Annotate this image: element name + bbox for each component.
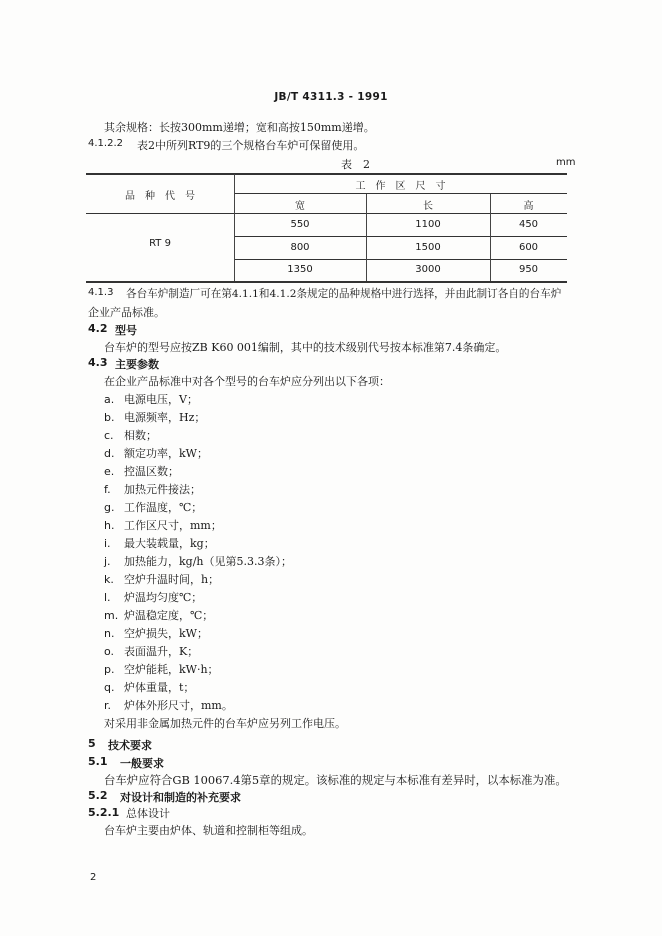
table-row-rule-1 [234,236,567,237]
list-item: b. 电源频率，Hz； [104,411,206,424]
list-item: c. 相数； [104,429,157,442]
section-4-3-title: 主要参数 [115,358,159,371]
table-cell-height: 450 [518,219,539,230]
table-top-rule [86,173,567,175]
list-item: a. 电源电压，V； [104,393,198,406]
table-cell-width: 550 [290,219,310,230]
section-4-1-3-line-2: 企业产品标准。 [88,306,165,319]
document-header: JB/T 4311.3 - 1991 [274,91,388,103]
table-header-length: 长 [423,201,433,212]
table-cell-length: 1500 [415,242,441,253]
section-4-2-number: 4.2 [88,322,108,335]
list-item: q. 炉体重量，t； [104,681,195,694]
section-5-number: 5 [88,737,96,750]
list-item: e. 控温区数； [104,465,179,478]
page-number: 2 [90,872,97,883]
list-item: o. 表面温升，K； [104,645,199,658]
list-item: d. 额定功率，kW； [104,447,208,460]
table-product-code: RT 9 [149,238,171,249]
table-cell-width: 1350 [287,264,313,275]
table-header-height: 高 [523,201,534,212]
section-4-1-2-2-number: 4.1.2.2 [88,138,123,149]
list-item: m. 炉温稳定度，℃； [104,609,214,622]
list-item: j. 加热能力，kg/h（见第5.3.3条）； [104,555,292,568]
table-bottom-rule [86,281,567,283]
section-5-2-title: 对设计和制造的补充要求 [120,791,241,804]
section-5-1-title: 一般要求 [120,757,164,770]
section-5-2-1-number: 5.2.1 [88,806,120,819]
table-unit: mm [556,157,576,168]
table-cell-width: 800 [290,242,310,253]
section-4-1-2-2-text: 表2中所列RT9的三个规格台车炉可保留使用。 [137,139,365,152]
section-5-2-number: 5.2 [88,789,108,802]
section-4-3-intro: 在企业产品标准中对各个型号的台车炉应分列出以下各项： [104,375,390,388]
section-5-title: 技术要求 [108,739,152,752]
section-4-2-title: 型号 [115,324,137,337]
list-item: k. 空炉升温时间，h； [104,573,220,586]
list-item: p. 空炉能耗，kW·h； [104,663,219,676]
table-header-width: 宽 [295,201,305,212]
table-cell-height: 600 [518,242,539,253]
section-5-2-1-title: 总体设计 [126,807,170,820]
section-4-2-text: 台车炉的型号应按ZB K60 001编制，其中的技术级别代号按本标准第7.4条确定。 [104,341,507,354]
table-cell-length: 3000 [415,264,441,275]
section-4-3-number: 4.3 [88,356,108,369]
section-4-1-3-line-1: 各台车炉制造厂可在第4.1.1和4.1.2条规定的品种规格中进行选择，并由此制订各自的台车炉 [126,288,562,300]
list-item: f. 加热元件接法； [104,483,201,496]
table-header-work-zone: 工 作 区 尺 寸 [355,181,446,192]
table-header-mid-rule [234,193,567,194]
other-spec-line: 其余规格：长按300mm递增；宽和高按150mm递增。 [104,121,375,134]
table-header-product-code: 品 种 代 号 [125,191,195,202]
section-5-2-1-text: 台车炉主要由炉体、轨道和控制柜等组成。 [104,824,313,837]
section-4-1-3-number: 4.1.3 [88,287,114,298]
list-item: n. 空炉损失，kW； [104,627,208,640]
section-5-1-text: 台车炉应符合GB 10067.4第5章的规定。该标准的规定与本标准有差异时，以本标准为准。 [104,773,567,787]
list-item: i. 最大装载量，kg； [104,537,215,550]
table-caption: 表 2 [341,158,370,171]
table-cell-length: 1100 [415,219,441,230]
list-item: r. 炉体外形尺寸，mm。 [104,699,233,712]
list-item: g. 工作温度，℃； [104,501,203,514]
section-4-3-note: 对采用非金属加热元件的台车炉应另列工作电压。 [104,717,346,730]
table-header-bottom-rule [86,213,567,214]
section-5-1-number: 5.1 [88,755,108,768]
list-item: l. 炉温均匀度℃； [104,591,203,604]
table-row-rule-2 [234,259,567,260]
list-item: h. 工作区尺寸，mm； [104,519,222,532]
table-cell-height: 950 [518,264,539,275]
